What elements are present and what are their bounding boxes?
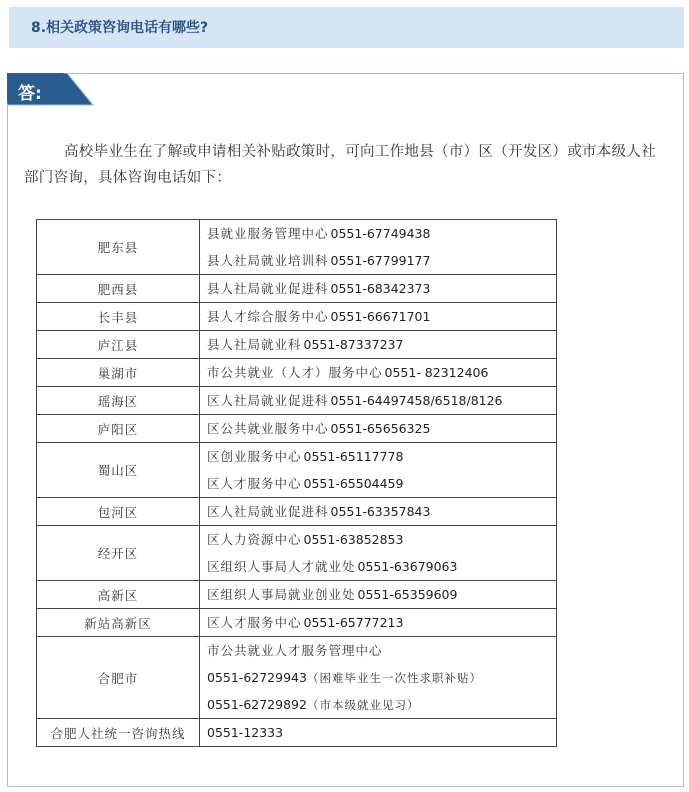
contact-cell (200, 331, 557, 359)
office-name: 县就业服务管理中心 (207, 226, 329, 241)
area-cell: 庐阳区 (37, 415, 200, 443)
contact-line (207, 691, 556, 718)
phone-number: 0551-63852853 (303, 532, 404, 547)
contact-line (207, 387, 556, 414)
table-row (37, 609, 557, 637)
area-cell: 巢湖市 (37, 359, 200, 387)
office-name: 区人社局就业促进科 (207, 393, 329, 408)
question-header (9, 7, 684, 48)
contact-line (207, 303, 556, 330)
contact-cell (200, 220, 557, 275)
office-name: 市公共就业人才服务管理中心 (207, 643, 383, 658)
area-cell: 长丰县 (37, 303, 200, 331)
contact-cell (200, 303, 557, 331)
area-cell: 合肥人社统一咨询热线 (37, 719, 200, 747)
office-name: 区人才服务中心 (207, 615, 302, 630)
area-cell: 高新区 (37, 581, 200, 609)
table-row (37, 275, 557, 303)
phone-number: 0551-62729943 (207, 670, 307, 685)
contact-line (207, 498, 556, 525)
contact-cell (200, 387, 557, 415)
contact-line (207, 637, 556, 664)
phone-number: 0551-65656325 (330, 421, 431, 436)
contact-cell (200, 719, 557, 747)
area-cell: 庐江县 (37, 331, 200, 359)
office-name: 县人社局就业培训科 (207, 253, 329, 268)
table-row (37, 719, 557, 747)
phone-number: 0551-12333 (207, 725, 284, 740)
contact-line (207, 275, 556, 302)
contact-line (207, 247, 556, 274)
contact-cell (200, 526, 557, 581)
contact-cell (200, 415, 557, 443)
contact-cell (200, 498, 557, 526)
phone-number: 0551-64497458/6518/8126 (330, 393, 503, 408)
area-cell: 蜀山区 (37, 443, 200, 498)
table-row (37, 331, 557, 359)
contact-line (207, 443, 556, 470)
table-row (37, 415, 557, 443)
office-name: 区人才服务中心 (207, 476, 302, 491)
office-name: 县人才综合服务中心 (207, 309, 329, 324)
office-name: 市公共就业（人才）服务中心 (207, 365, 383, 380)
question-title: 8.相关政策咨询电话有哪些? (31, 20, 209, 36)
table-row (37, 526, 557, 581)
contact-line (207, 359, 556, 386)
office-name: 县人社局就业促进科 (207, 281, 329, 296)
table-row (37, 498, 557, 526)
contact-cell (200, 443, 557, 498)
office-name: 区公共就业服务中心 (207, 421, 329, 436)
phone-number: 0551-65359609 (357, 587, 458, 602)
table-row (37, 581, 557, 609)
table-row (37, 303, 557, 331)
table-row (37, 387, 557, 415)
phone-number: 0551-66671701 (330, 309, 431, 324)
phone-number: 0551-65117778 (303, 449, 404, 464)
area-cell: 新站高新区 (37, 609, 200, 637)
area-cell: 肥西县 (37, 275, 200, 303)
contact-cell (200, 581, 557, 609)
contact-cell (200, 609, 557, 637)
contact-table (36, 219, 557, 747)
phone-number: 0551- 82312406 (384, 365, 489, 380)
office-name: 县人社局就业科 (207, 337, 302, 352)
contact-line (207, 415, 556, 442)
phone-number: 0551-67749438 (330, 226, 431, 241)
intro-paragraph: 高校毕业生在了解或申请相关补贴政策时，可向工作地县（市）区（开发区）或市本级人社部门咨询，具体咨询电话如下： (24, 144, 656, 186)
contact-cell (200, 637, 557, 719)
contact-line (207, 719, 556, 746)
area-cell: 瑶海区 (37, 387, 200, 415)
phone-number: 0551-65504459 (303, 476, 404, 491)
answer-label: 答: (18, 84, 42, 104)
office-name: 区创业服务中心 (207, 449, 302, 464)
phone-note: （市本级就业见习） (306, 698, 420, 712)
phone-number: 0551-67799177 (330, 253, 431, 268)
phone-number: 0551-65777213 (303, 615, 404, 630)
phone-number: 0551-62729892 (207, 697, 307, 712)
area-cell: 合肥市 (37, 637, 200, 719)
contact-cell (200, 275, 557, 303)
area-cell: 肥东县 (37, 220, 200, 275)
phone-note: （困难毕业生一次性求职补贴） (306, 671, 482, 685)
contact-line (207, 331, 556, 358)
office-name: 区组织人事局人才就业处 (207, 559, 356, 574)
table-row (37, 443, 557, 498)
phone-number: 0551-63357843 (330, 504, 431, 519)
office-name: 区组织人事局就业创业处 (207, 587, 356, 602)
contact-line (207, 581, 556, 608)
contact-cell (200, 359, 557, 387)
office-name: 区人力资源中心 (207, 532, 302, 547)
contact-line (207, 220, 556, 247)
area-cell: 包河区 (37, 498, 200, 526)
contact-line (207, 553, 556, 580)
table-row (37, 637, 557, 719)
contact-line (207, 470, 556, 497)
phone-number: 0551-87337237 (303, 337, 404, 352)
area-cell: 经开区 (37, 526, 200, 581)
phone-number: 0551-68342373 (330, 281, 431, 296)
phone-number: 0551-63679063 (357, 559, 458, 574)
contact-line (207, 526, 556, 553)
table-row (37, 220, 557, 275)
table-row (37, 359, 557, 387)
office-name: 区人社局就业促进科 (207, 504, 329, 519)
contact-line (207, 609, 556, 636)
contact-line (207, 664, 556, 691)
